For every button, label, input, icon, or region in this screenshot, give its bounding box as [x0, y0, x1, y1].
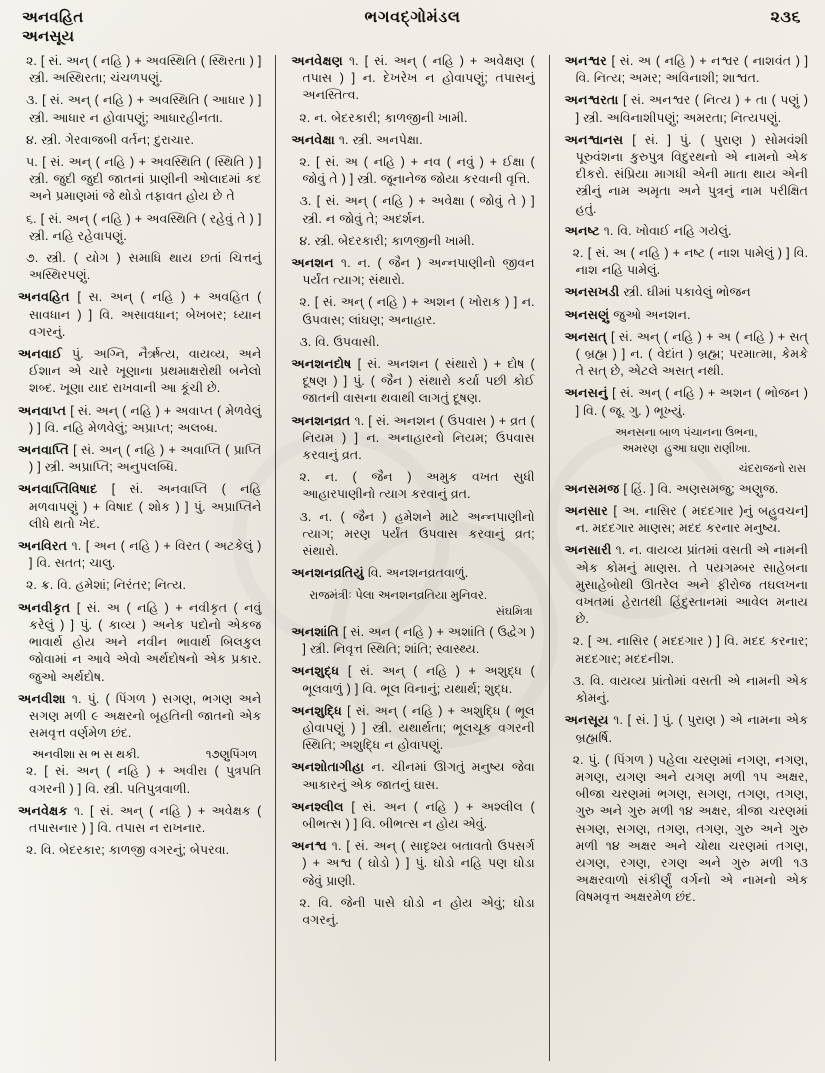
entry-sense [18, 154, 261, 206]
entry-sense [18, 92, 261, 126]
column-2 [283, 53, 541, 1065]
entry-headword: અનવાપ્તિ [18, 443, 69, 458]
entry-definition: [ સં. અ ( નહિ ) + નવીકૃત ( નવું કરેલું ) ] પું. ( કાવ્ય ) અનેક પદોનો એકજ ભાવાર્થ હોય અને નવીન ભાવાર્થ બિલકુલ જોવામાં ન આવે એવો અર્થદોષનો એક પ્રકાર. જુઓ અર્થદોષ. [29, 600, 262, 684]
dictionary-entry [565, 385, 808, 419]
entry-definition: ૧. સ્ત્રી. અનપેક્ષા. [334, 132, 423, 147]
entry-headword: અનશાંતિ [291, 624, 339, 639]
entry-definition: ૪. સ્ત્રી. ગેરવાજબી વર્તન; દુરાચાર. [26, 132, 194, 147]
entry-headword: અનષ્ટ [564, 223, 600, 238]
entry-headword: અનસૂય [564, 713, 609, 728]
entry-sense [291, 895, 534, 929]
entry-definition: [ સં. અન ( નહિ ) + અશ્લીલ ( બીભત્સ ) ] વિ. બીભત્સ ન હોય એવું. [302, 799, 535, 831]
entry-sense [565, 245, 808, 279]
entry-headword: અનસનું [564, 386, 608, 401]
dictionary-entry [565, 223, 808, 240]
entry-sense [18, 763, 261, 797]
entry-headword: અનવહિત [18, 290, 70, 305]
entry-headword: અનસાર [564, 504, 608, 519]
entry-definition: ૨. [ સં. અન્ ( નહિ ) + અશન ( ખોરાક ) ] ન. ઉપવાસ; લાંઘણ; અનાહાર. [299, 295, 535, 327]
entry-definition: ૩. [ સં. અન્ ( નહિ ) + અવેક્ષા ( જોવું તે ) ] સ્ત્રી. ન જોવું તે; અદર્શન. [299, 194, 535, 226]
entry-definition: ૭. સ્ત્રી. ( યોગ ) સમાધિ થાય છતાં ચિત્તનું અસ્થિરપણું. [26, 251, 262, 283]
entry-headword: અનસણું [564, 307, 610, 322]
entry-headword: અનશ્વ [291, 839, 327, 854]
entry-sense [291, 193, 534, 227]
entry-definition: ૧. [ સં. ] પું. ( પુરાણ ) એ નામના એક બ્રહ્મર્ષિ. [575, 713, 808, 745]
entry-definition: ૫. [ સં. અન્ ( નહિ ) + અવસ્થિતિ ( સ્થિતિ ) ] સ્ત્રી. જુદી જુદી જાતનાં પ્રાણીની ઓલાદમાં કદ અને પ્રમાણમાં જે થોડો તફાવત હોય છે તે [26, 155, 262, 204]
entry-headword: અનવેક્ષણ [291, 54, 343, 68]
entry-headword: અનવાઈ [18, 347, 63, 362]
dictionary-entry [291, 838, 534, 890]
entry-sense [18, 53, 261, 87]
entry-definition: ૧. [ સં. અન્ ( નહિ ) + અવેક્ષણ ( તપાસ ) ] ન. દેખરેખ ન હોવાપણું; તપાસનું અનસ્તિત્વ. [302, 54, 535, 103]
entry-sense [291, 509, 534, 561]
entry-definition: [ સં. અન્ ( નહિ ) + અશુદ્ધ ( ભૂલવાળું ) ] વિ. ભૂલ વિનાનું; યથાર્થ; શુદ્ધ. [302, 664, 535, 696]
entry-headword: અનશોતાગીહા [291, 760, 365, 775]
dictionary-entry [291, 759, 534, 793]
entry-definition: ૨. [ સં. અન્ ( નહિ ) + અવસ્થિતિ ( સ્થિરતા ) ] સ્ત્રી. અસ્થિરતા; ચંચળપણું. [26, 54, 262, 86]
entry-definition: ૨. ન. ( જૈન ) અમુક વખત સુધી આહારપાણીનો ત્યાગ કરવાનું વ્રત. [299, 470, 535, 502]
dictionary-entry [18, 538, 261, 572]
entry-sense [18, 132, 261, 149]
entry-definition: [ હિં. ] વિ. અણસમજુ; અણુજ. [619, 481, 779, 496]
entry-headword: અનવેક્ષક [18, 803, 68, 818]
entry-sense [291, 294, 534, 328]
column-divider [549, 55, 550, 1061]
citation-source: સંઘમિત્રા [495, 605, 533, 618]
verse-line: અનસના બાળ પંચાનના ઉભના, [615, 426, 758, 439]
entry-definition: જુઓ અનશન. [609, 307, 691, 322]
entry-definition: ૧. પું. ( પિંગળ ) સગણ, ભગણ અને સગણ મળી ૯ અક્ષરનો બૃહતિની જાતનો એક સમવૃત્ત વર્ણમેળ છંદ. [29, 691, 262, 741]
dictionary-entry [565, 132, 808, 218]
text-columns [10, 53, 815, 1065]
entry-definition: [ અ. નાસિર ( મદદગાર )નું બહુવચન] ન. મદદગાર માણસ; મદદ કરનાર મનુષ્ય. [575, 504, 808, 536]
entry-definition: વિ. અનશનવ્રતવાળું. [363, 566, 469, 581]
entry-definition: ૨. [ સં. અન્ ( નહિ ) + અવીરા ( પુત્રપતિ વગરની ) ] વિ. સ્ત્રી. પતિપુત્રવાળી. [26, 764, 262, 796]
entry-headword: અનસખડી [564, 285, 620, 300]
dictionary-entry [291, 624, 534, 658]
dictionary-entry [565, 503, 808, 537]
dictionary-entry [565, 329, 808, 381]
column-3 [557, 53, 815, 1065]
entry-definition: [ સં. અનશન ( સંથારો ) + દોષ ( દૂષણ ) ] પું. ( જૈન ) સંથારો કર્યા પછી કોઈ જાતની વાસના થવાથી લાગતું દૂષણ. [302, 357, 535, 406]
entry-headword: અનસત્ [564, 329, 607, 344]
dictionary-entry [18, 600, 261, 686]
entry-definition: ન. ચીનમાં ઊગતું મનુષ્ય જેવા આકારનું એક જાતનું ઘાસ. [302, 760, 535, 792]
entry-sense [291, 334, 534, 351]
page-header [10, 8, 815, 52]
citation-source: ચંદરાજનો રાસ [738, 462, 806, 475]
entry-definition: [ સં. અન ( નહિ ) + અશાંતિ ( ઉદ્વેગ ) ] સ્ત્રી. નિવૃત્ત સ્થિતિ; શાંતિ; સ્વાસ્થ્ય. [302, 624, 535, 657]
entry-definition: [ સં. અન્ ( નહિ ) + અવાપ્તિ ( પ્રાપ્તિ ) ] સ્ત્રી. અપ્રાપ્તિ; અનુપલબ્ધિ. [29, 443, 262, 475]
entry-sense [18, 577, 261, 594]
entry-definition: ૨. પું. ( પિંગળ ) પહેલા ચરણમાં નગણ, નગણ, મગણ, યગણ અને યગણ મળી ૧૫ અક્ષર, બીજા ચરણમાં ભગણ, સગણ, તગણ, તગણ, ગુરુ અને ગુરુ મળી ૧૪ અક્ષર, ત્રીજા ચરણમાં સગણ, સગણ, તગણ, તગણ, ગુરુ અને ગુરુ મળી ૧૪ અક્ષર અને ચોથા ચરણમાં તગણ, યગણ, રગણ, રગણ અને ગુરુ મળી ૧૩ અક્ષરવાળો સંકીર્ણું વર્ગનો એ નામનો એક વિષમવૃત્ત અક્ષરમેળ છંદ. [572, 752, 808, 905]
entry-headword: અનશ્વરતા [564, 93, 619, 108]
entry-headword: અનવિરત [18, 539, 68, 554]
entry-definition: ૧. વિ. ખોવાઈ નહિ ગયેલું. [599, 223, 732, 238]
dictionary-entry [291, 255, 534, 289]
entry-headword: અનશ્વાનસ [564, 132, 624, 147]
dictionary-entry [18, 481, 261, 533]
entry-sense [291, 154, 534, 188]
entry-sense [291, 110, 534, 127]
dictionary-entry [565, 542, 808, 628]
verse-example-source: ૧૭ણુપિંગળ [205, 748, 258, 762]
dictionary-entry [565, 307, 808, 324]
entry-sense [565, 752, 808, 907]
entry-sense [565, 633, 808, 667]
entry-definition: [ સં. અન્ ( નહિ ) + અ ( નહિ ) + સત્ ( બ્રહ્મ ) ] ન. ( વેદાંત ) બ્રહ્મ; પરમાત્મા, કેમકે તે સત્ છે, એટલે અસત્ નથી. [575, 329, 808, 379]
entry-definition: ૨. ન. બેદરકારી; કાળજીની ખામી. [299, 110, 468, 125]
entry-definition: [ સં. અન્ ( નહિ ) + અશન ( ભોજન ) ] વિ. ( જૂ. ગુ. ) ભૂખ્યું. [575, 386, 808, 418]
entry-sense [291, 469, 534, 503]
column-1 [10, 53, 268, 1065]
entry-definition: ૧. [ અન ( નહિ ) + વિરત ( અટકેલું ) ] વિ. સતત; ચાલુ. [29, 539, 262, 571]
entry-definition: ૩. વિ. વાયવ્ય પ્રાંતોમાં વસતી એ નામની એક કોમનું. [572, 673, 808, 706]
dictionary-entry [291, 565, 534, 582]
page-number: ૨૩૬ [770, 9, 801, 26]
entry-headword: અનશન [291, 256, 334, 271]
verse-example-text: અનવીશા સ ભ સ થકી. [32, 748, 140, 762]
entry-definition: [ સં. અન્ ( નહિ ) + અવાપ્ત ( મેળવેલું ) ] વિ. નહિ મેળવેલું; અપ્રાપ્ત; અલબ્ધ. [29, 403, 262, 435]
entry-sense [18, 211, 261, 245]
entry-sense [565, 673, 808, 707]
dictionary-entry [565, 712, 808, 746]
entry-definition: ૩. ન. ( જૈન ) હમેશને માટે અન્નપાણીનો ત્યાગ; મરણ પર્યંત ઉપવાસ કરવાનું વ્રત; સંથારો. [299, 509, 535, 559]
entry-definition: ૨. વિ. જેની પાસે ઘોડો ન હોય એવું; ઘોડા વગરનું. [299, 895, 535, 927]
dictionary-entry [565, 284, 808, 301]
dictionary-entry [18, 803, 261, 837]
entry-definition: ૧. [ સં. અન્ ( નહિ ) + અવેક્ષક ( તપાસનાર ) ] વિ. તપાસ ન રાખનાર. [29, 803, 262, 835]
prose-quotation: રાજમંત્રીઃ પેલા અનશનવ્રતિયા મુનિવર. [309, 588, 488, 603]
entry-definition: ૪. સ્ત્રી. બેદરકારી; કાળજીની ખામી. [299, 233, 475, 248]
book-title: ભગવદ્ગોમંડલ [364, 9, 461, 26]
entry-sense [291, 233, 534, 250]
entry-headword: અનવાપ્તિવિષાદ [18, 482, 98, 497]
entry-headword: અનવેક્ષા [291, 132, 335, 147]
entry-headword: અનશનવ્રતિયું [291, 566, 364, 581]
entry-definition: [ સં. અન્ ( નહિ ) + અશુદ્ધિ ( ભૂલ હોવાપણું ) ] સ્ત્રી. યથાર્થતા; ભૂલચૂક વગરની સ્થિતિ; અશુદ્ધિ ન હોવાપણું. [302, 703, 535, 753]
entry-definition: ૩. વિ. ઉપવાસી. [299, 334, 380, 349]
entry-headword: અનસારી [564, 543, 612, 558]
dictionary-entry [18, 403, 261, 437]
dictionary-entry [18, 346, 261, 398]
dictionary-entry [291, 663, 534, 697]
entry-definition: ૨. ક્ર. વિ. હમેશાં; નિરંતર; નિત્ય. [26, 578, 187, 593]
entry-headword: અનવીકૃત [18, 600, 71, 615]
entry-definition: ૧. [ સં. અનશન ( ઉપવાસ ) + વ્રત ( નિયમ ) ] ન. અનાહારનો નિયમ; ઉપવાસ કરવાનું વ્રત. [302, 413, 535, 463]
entry-headword: અનશુદ્ધિ [291, 703, 342, 718]
entry-sense [18, 842, 261, 859]
dictionary-entry [18, 442, 261, 476]
entry-definition: [ સં. ] પું. ( પુરાણ ) સોમવંશી પૂરુવંશના કુરુપુત્ર વિદુરથનો એ નામનો એક દીકરો. સંપ્રિયા માગધી એની માતા થાય એની સ્ત્રીનું નામ અમૃતા અને પુત્રનું નામ પરીક્ષિત હતું. [575, 132, 808, 216]
dictionary-entry [565, 481, 808, 498]
entry-definition: [ સં. અનશ્વર ( નિત્ય ) + તા ( પણું ) ] સ્ત્રી. અવિનાશીપણું; અમરતા; નિત્યપણું. [575, 93, 808, 125]
entry-definition: ૩. [ સં. અન્ ( નહિ ) + અવસ્થિતિ ( આધાર ) ] સ્ત્રી. આધાર ન હોવાપણું; આધારહીનતા. [26, 93, 262, 125]
entry-headword: અનશનદોષ [291, 357, 352, 372]
entry-definition: ૬. [ સં. અન્ ( નહિ ) + અવસ્થિતિ ( રહેવું તે ) ] સ્ત્રી. નહિ રહેવાપણું. [26, 211, 262, 243]
dictionary-entry [18, 691, 261, 743]
guide-word-last: અનસૂય [22, 28, 75, 45]
dictionary-entry [565, 92, 808, 126]
entry-headword: અનવાપ્ત [18, 403, 67, 418]
entry-definition: ૧. [ સં. અન્ ( સાદૃશ્ય બતાવતો ઉપસર્ગ ) + અશ્વ ( ઘોડો ) ] પું. ઘોડો નહિ પણ ઘોડા જેવું પ્રાણી. [302, 839, 535, 888]
dictionary-entry [291, 413, 534, 465]
entry-definition: ૨. [ સં. અ ( નહિ ) + નષ્ટ ( નાશ પામેલું ) ] વિ. નાશ નહિ પામેલું. [572, 246, 808, 278]
verse-example-row [18, 747, 261, 763]
entry-headword: અનવીશા [18, 691, 66, 706]
entry-definition: ૨. [ સં. અ ( નહિ ) + નવ ( નવું ) + ઈક્ષા ( જોવું તે ) ] સ્ત્રી. જૂનાનેજ જોયા કરવાની વૃત્તિ. [299, 155, 535, 187]
dictionary-entry [291, 132, 534, 149]
dictionary-entry [291, 53, 534, 105]
dictionary-entry [18, 289, 261, 341]
entry-definition: [ સ. અન્ ( નહિ ) + અવહિત ( સાવધાન ) ] વિ. અસાવધાન; બેખબર; ધ્યાન વગરનું. [29, 290, 262, 339]
dictionary-entry [291, 356, 534, 408]
entry-definition: ૨. [ અ. નાસિર ( મદદગાર ) ] વિ. મદદ કરનાર; મદદગાર; મદદનીશ. [572, 634, 808, 666]
entry-sense [18, 250, 261, 284]
verse-line: અમરણ હુઆ ઘણા રાણીખા. [622, 442, 751, 455]
dictionary-entry [291, 703, 534, 755]
guide-word-first: અનવહિત [22, 9, 84, 26]
entry-headword: અનશ્વર [564, 54, 607, 68]
entry-headword: અનશ્લીલ [291, 799, 344, 814]
entry-definition: પું. અગ્નિ, નૈર્ઋત્ય, વાયવ્ય, અને ઈશાન એ ચારે ખૂણાના પ્રથમાક્ષરોથી બનેલો શબ્દ. ખૂણા યાદ રાખવાની આ કૂંચી છે. [29, 347, 262, 396]
entry-definition: ૧. ન. વાયવ્ય પ્રાંતમાં વસતી એ નામની એક કોમનું માણસ. તે પયગમ્બર સાહેબના મુસાહેબોથી ઊતરેલ અને ફીરોજ તઘલખના વખતમાં હેરાતથી હિંદુસ્તાનમાં આવેલ મનાય છે. [575, 543, 808, 627]
verse-quotation [565, 425, 808, 457]
entry-definition: સ્ત્રી. ઘીમાં પકાવેલું ભોજન [619, 285, 751, 300]
entry-headword: અનશુદ્ધ [291, 664, 340, 679]
entry-definition: ૨. વિ. બેદરકાર; કાળજી વગરનું; બેપરવા. [26, 843, 230, 858]
entry-headword: અનસમજ [564, 481, 620, 496]
entry-definition: [ સં. અ ( નહિ ) + નશ્વર ( નાશવંત ) ] વિ. નિત્ય; અમર; અવિનાશી; શાશ્વત. [575, 54, 808, 86]
dictionary-entry [565, 53, 808, 87]
entry-definition: [ સં. અનવાપ્તિ ( નહિ મળવાપણું ) + વિષાદ ( શોક ) ] પું. અપ્રાપ્તિને લીધે થતો ખેદ. [29, 482, 262, 531]
dictionary-entry [291, 799, 534, 833]
entry-headword: અનશનવ્રત [291, 413, 351, 428]
entry-definition: ૧. ન. ( જૈન ) અન્નપાણીનો જીવન પર્યંત ત્યાગ; સંથારો. [302, 256, 535, 288]
column-divider [275, 55, 276, 1061]
